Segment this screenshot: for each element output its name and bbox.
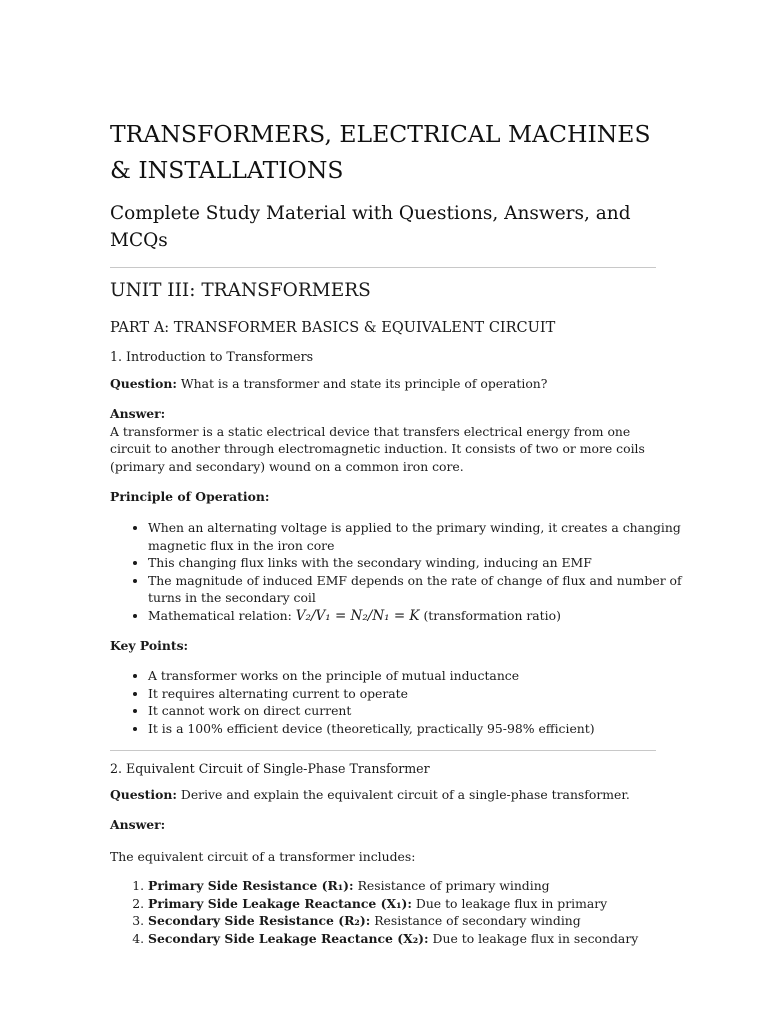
item-desc: Due to leakage flux in secondary <box>428 930 639 946</box>
question-text: Derive and explain the equivalent circuit of a single-phase transformer. <box>180 787 630 802</box>
list-item: • It is a 100% efficient device (theoretically, practically 95-98% efficient) <box>148 720 694 738</box>
document-subtitle: Complete Study Material with Questions, Answers, and MCQs <box>110 203 631 251</box>
principle-label-text: Principle of Operation: <box>110 489 270 504</box>
list-item: • The magnitude of induced EMF depends on the rate of change of flux and number of turns in the secondary coil <box>148 572 694 607</box>
list-item <box>148 607 694 626</box>
item-term: Primary Side Leakage Reactance (X₁): <box>148 895 412 911</box>
list-item <box>148 912 694 930</box>
answer <box>110 405 658 475</box>
principle-list <box>110 519 694 625</box>
part-heading: PART A: TRANSFORMER BASICS & EQUIVALENT CIRCUIT <box>110 320 556 336</box>
question-label: Question: <box>110 376 177 391</box>
answer-intro: The equivalent circuit of a transformer includes: <box>110 849 416 864</box>
list-item <box>148 930 694 948</box>
math-suffix: (transformation ratio) <box>419 607 561 623</box>
question-label: Question: <box>110 787 177 802</box>
item-term: Secondary Side Resistance (R₂): <box>148 913 371 928</box>
list-item <box>148 877 694 895</box>
item-desc: Resistance of secondary winding <box>370 913 581 928</box>
list-item: • It cannot work on direct current <box>148 702 694 720</box>
section-heading: 1. Introduction to Transformers <box>110 349 314 364</box>
answer-text: A transformer is a static electrical device that transfers electrical energy from one circuit to another through electromagnetic induction. It consists of two or more coils (primary and secondary) wound on a common iron core. <box>110 423 645 474</box>
principle-label <box>110 488 658 506</box>
list-item: • This changing flux links with the secondary winding, inducing an EMF <box>148 554 694 572</box>
divider <box>110 750 656 751</box>
section-heading: 2. Equivalent Circuit of Single-Phase Transformer <box>110 761 430 776</box>
key-points-list <box>110 667 694 737</box>
list-item: • It requires alternating current to operate <box>148 685 694 703</box>
list-item: • When an alternating voltage is applied to the primary winding, it creates a changing magnetic flux in the iron core <box>148 519 694 554</box>
document-title: TRANSFORMERS, ELECTRICAL MACHINES & INSTALLATIONS <box>110 120 651 184</box>
question <box>110 786 658 804</box>
answer-label: Answer: <box>110 406 166 421</box>
item-desc: Resistance of primary winding <box>353 878 550 893</box>
math-prefix: Mathematical relation: <box>148 607 296 623</box>
list-item: • A transformer works on the principle of mutual inductance <box>148 667 694 685</box>
math-formula: V₂/V₁ = N₂/N₁ = K <box>295 607 420 624</box>
key-points-label <box>110 637 658 655</box>
question <box>110 375 658 393</box>
question-text: What is a transformer and state its principle of operation? <box>180 376 548 391</box>
item-term: Secondary Side Leakage Reactance (X₂): <box>148 930 429 946</box>
components-list <box>110 877 694 947</box>
item-desc: Due to leakage flux in primary <box>411 895 608 911</box>
unit-heading: UNIT III: TRANSFORMERS <box>110 280 371 301</box>
item-term: Primary Side Resistance (R₁): <box>148 878 354 893</box>
list-item <box>148 895 694 913</box>
key-points-label-text: Key Points: <box>110 638 189 653</box>
answer-label <box>110 816 658 834</box>
answer-label-text: Answer: <box>110 817 166 832</box>
divider <box>110 267 656 268</box>
